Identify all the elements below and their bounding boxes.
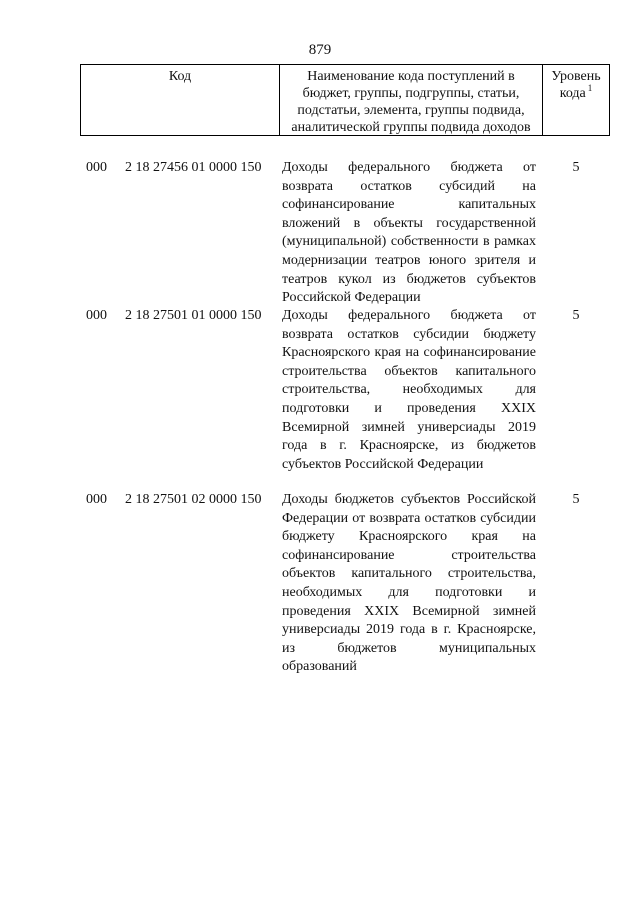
column-header-name-label: Наименование кода поступлений в бюджет, группы, подгруппы, статьи, подстатьи, элемента, группы подвида, аналитической группы подвида доходов — [291, 69, 531, 135]
revenue-code: 2 18 27456 01 0000 150 — [125, 160, 262, 175]
revenue-name: Доходы федерального бюджета от возврата остатков субсидий на софинансирование капитальных вложений в объекты государственной (муниципальной) собственности в рамках модернизации театров юного зрителя и театров кукол из бюджетов субъектов Российской Федерации — [282, 160, 536, 306]
revenue-code: 2 18 27501 01 0000 150 — [125, 308, 262, 323]
column-header-level — [543, 65, 609, 135]
column-header-code-label: Код — [168, 69, 192, 84]
revenue-code: 2 18 27501 02 0000 150 — [125, 492, 262, 507]
admin-code: 000 — [86, 160, 107, 175]
code-level: 5 — [572, 160, 580, 175]
revenue-name: Доходы федерального бюджета от возврата остатков субсидии бюджету Красноярского края на софинансирование строительства объектов капитального строительства, необходимых для подготовки и проведения XXIX Всемирной зимней универсиады 2019 года в г. Красноярске, из бюджетов субъектов Российской Федерации — [282, 308, 536, 472]
column-header-level-label: Уровень кода — [551, 69, 601, 101]
table-header — [80, 64, 610, 136]
code-level: 5 — [572, 492, 580, 507]
code-level: 5 — [572, 308, 580, 323]
footnote-marker: 1 — [587, 83, 593, 94]
admin-code: 000 — [86, 492, 107, 507]
page-number: 879 — [308, 42, 332, 58]
column-header-name — [280, 65, 543, 135]
admin-code: 000 — [86, 308, 107, 323]
column-header-code — [81, 65, 280, 135]
revenue-name: Доходы бюджетов субъектов Российской Федерации от возврата остатков субсидии бюджету Красноярского края на софинансирование строительства объектов капитального строительства, необходимых для подготовки и проведения XXIX Всемирной зимней универсиады 2019 года в г. Красноярске, из бюджетов муниципальных образований — [282, 492, 536, 675]
